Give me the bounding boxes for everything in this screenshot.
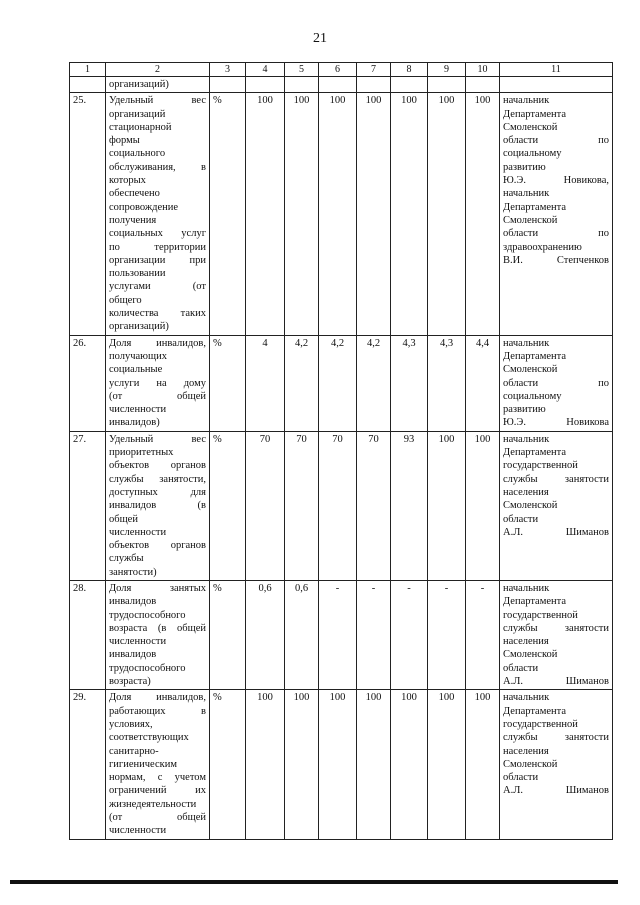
unit-cell: % — [210, 335, 246, 431]
column-header: 5 — [285, 63, 319, 77]
indicator-name-line: нормам, с учетом — [109, 772, 206, 784]
indicator-name-line: (от общей — [109, 390, 206, 402]
indicator-name-line: объектов органов — [109, 460, 206, 472]
value-cell: 100 — [466, 690, 500, 839]
column-header: 2 — [106, 63, 210, 77]
value-cell: 93 — [391, 431, 428, 580]
responsible-line: службы занятости — [503, 622, 609, 634]
value-cell: 100 — [428, 431, 466, 580]
responsible-line: А.Л. Шиманов — [503, 785, 609, 797]
indicator-name-line: численности — [109, 825, 167, 837]
value-cell: - — [357, 580, 391, 689]
row-number: 27. — [70, 431, 106, 580]
value-cell: 100 — [391, 690, 428, 839]
value-cell: 0,6 — [246, 580, 285, 689]
indicator-name-line: работающих в — [109, 705, 206, 717]
responsible-line: государственной — [503, 460, 578, 472]
indicator-name-line: соответствующих — [109, 732, 189, 744]
column-header: 7 — [357, 63, 391, 77]
indicator-name-line: социальные — [109, 364, 163, 376]
table-row — [70, 580, 613, 689]
responsible-line: А.Л. Шиманов — [503, 676, 609, 688]
indicator-name-line: жизнедеятельности — [109, 798, 197, 810]
value-cell: 100 — [466, 93, 500, 335]
responsible-line: области — [503, 662, 539, 674]
value-cell: 4,2 — [357, 335, 391, 431]
responsible-cell — [500, 93, 613, 335]
indicator-name-line: приоритетных — [109, 447, 174, 459]
value-cell: 100 — [319, 690, 357, 839]
indicator-name-line: формы — [109, 135, 140, 147]
indicator-name-line: социальных услуг — [109, 228, 206, 240]
column-header: 9 — [428, 63, 466, 77]
indicator-name-line: инвалидов — [109, 649, 157, 661]
responsible-line: Смоленской — [503, 758, 558, 770]
indicator-name-line: общего — [109, 294, 142, 306]
row-number: 28. — [70, 580, 106, 689]
indicator-name-line: службы занятости, — [109, 473, 206, 485]
responsible-line: области по — [503, 228, 609, 240]
responsible-cell — [500, 580, 613, 689]
responsible-line: области по — [503, 377, 609, 389]
column-header: 11 — [500, 63, 613, 77]
responsible-line: социальному — [503, 390, 562, 402]
responsible-line: области — [503, 772, 539, 784]
value-cell: 4 — [246, 335, 285, 431]
value-cell: 100 — [428, 93, 466, 335]
responsible-line: начальник — [503, 433, 550, 445]
indicator-name-line: по территории — [109, 241, 206, 253]
indicator-name-line: численности — [109, 404, 167, 416]
indicator-name — [106, 93, 210, 335]
value-cell: 100 — [285, 93, 319, 335]
continued-text: организаций) — [106, 77, 210, 93]
indicator-name-line: организации при — [109, 254, 206, 266]
indicator-name-line: гигиеническим — [109, 758, 177, 770]
value-cell: 100 — [246, 690, 285, 839]
indicator-name — [106, 690, 210, 839]
indicator-name-line: стационарной — [109, 121, 172, 133]
responsible-line: развитию — [503, 161, 546, 173]
responsible-line: Смоленской — [503, 121, 558, 133]
responsible-line: социальному — [503, 148, 562, 160]
responsible-line: начальник — [503, 692, 550, 704]
value-cell: 100 — [466, 431, 500, 580]
responsible-line: области по — [503, 135, 609, 147]
indicator-name-line: ограничений их — [109, 785, 206, 797]
responsible-line: службы занятости — [503, 732, 609, 744]
value-cell: 70 — [246, 431, 285, 580]
responsible-line: Департамента — [503, 201, 567, 213]
responsible-line: развитию — [503, 404, 546, 416]
value-cell: - — [428, 580, 466, 689]
responsible-line: Смоленской — [503, 214, 558, 226]
indicator-name-line: объектов органов — [109, 540, 206, 552]
value-cell: 4,3 — [428, 335, 466, 431]
value-cell: 0,6 — [285, 580, 319, 689]
indicator-name-line: Доля инвалидов, — [109, 337, 206, 349]
row-number: 29. — [70, 690, 106, 839]
value-cell: 4,4 — [466, 335, 500, 431]
indicator-name-line: трудоспособного — [109, 609, 186, 621]
value-cell: 70 — [357, 431, 391, 580]
value-cell: 4,2 — [285, 335, 319, 431]
row-number: 26. — [70, 335, 106, 431]
responsible-line: А.Л. Шиманов — [503, 526, 609, 538]
indicator-name — [106, 580, 210, 689]
indicator-name-line: услугами (от — [109, 281, 206, 293]
column-header: 3 — [210, 63, 246, 77]
value-cell: - — [466, 580, 500, 689]
indicator-name-line: обслуживания, в — [109, 161, 206, 173]
column-header: 10 — [466, 63, 500, 77]
responsible-line: Смоленской — [503, 364, 558, 376]
value-cell: 100 — [285, 690, 319, 839]
value-cell: 100 — [319, 93, 357, 335]
row-number: 25. — [70, 93, 106, 335]
indicator-name-line: сопровождение — [109, 201, 179, 213]
indicator-name-line: получающих — [109, 350, 167, 362]
indicator-name-line: (от общей — [109, 812, 206, 824]
indicator-name-line: Доля инвалидов, — [109, 692, 206, 704]
responsible-line: Департамента — [503, 705, 567, 717]
responsible-line: Департамента — [503, 447, 567, 459]
responsible-line: начальник — [503, 95, 550, 107]
column-header: 6 — [319, 63, 357, 77]
indicator-name-line: условиях, — [109, 718, 153, 730]
responsible-line: здравоохранению — [503, 241, 582, 253]
continued-row — [70, 77, 613, 93]
indicator-name-line: Удельный вес — [109, 95, 206, 107]
value-cell: - — [319, 580, 357, 689]
column-header: 4 — [246, 63, 285, 77]
bottom-rule — [10, 880, 618, 884]
responsible-cell — [500, 335, 613, 431]
value-cell: 100 — [391, 93, 428, 335]
responsible-line: Смоленской — [503, 500, 558, 512]
value-cell: 100 — [246, 93, 285, 335]
table-row — [70, 690, 613, 839]
indicator-name-line: услуги на дому — [109, 377, 206, 389]
column-header: 8 — [391, 63, 428, 77]
responsible-line: Департамента — [503, 350, 567, 362]
value-cell: 70 — [285, 431, 319, 580]
responsible-cell — [500, 431, 613, 580]
unit-cell: % — [210, 690, 246, 839]
responsible-cell — [500, 690, 613, 839]
responsible-line: населения — [503, 636, 549, 648]
indicator-name-line: инвалидов — [109, 596, 157, 608]
table-row — [70, 335, 613, 431]
responsible-line: Ю.Э. Новикова, — [503, 175, 609, 187]
column-header: 1 — [70, 63, 106, 77]
indicator-name-line: количества таких — [109, 308, 206, 320]
indicator-name-line: социального — [109, 148, 166, 160]
page-number: 21 — [313, 31, 327, 46]
responsible-line: В.И. Степченков — [503, 254, 609, 266]
indicator-name-line: Удельный вес — [109, 433, 206, 445]
unit-cell: % — [210, 93, 246, 335]
indicator-name-line: пользовании — [109, 268, 166, 280]
header-row — [70, 63, 613, 77]
indicator-name-line: которых — [109, 175, 146, 187]
indicator-name-line: возраста (в общей — [109, 622, 206, 634]
indicator-name-line: численности — [109, 636, 167, 648]
table-row — [70, 93, 613, 335]
responsible-line: начальник — [503, 337, 550, 349]
indicator-name-line: организаций) — [109, 321, 169, 333]
indicator-name — [106, 335, 210, 431]
indicator-name-line: доступных для — [109, 486, 206, 498]
responsible-line: Смоленской — [503, 649, 558, 661]
value-cell: 100 — [357, 690, 391, 839]
value-cell: 4,3 — [391, 335, 428, 431]
indicator-name-line: Доля занятых — [109, 582, 206, 594]
indicator-name-line: возраста) — [109, 676, 151, 688]
indicator-name-line: общей — [109, 513, 138, 525]
indicator-name-line: санитарно- — [109, 745, 159, 757]
unit-cell: % — [210, 580, 246, 689]
indicator-table — [69, 62, 613, 840]
table-row — [70, 431, 613, 580]
indicator-name-line: службы — [109, 553, 144, 565]
responsible-line: населения — [503, 745, 549, 757]
responsible-line: Департамента — [503, 108, 567, 120]
indicator-name-line: инвалидов) — [109, 417, 160, 429]
responsible-line: населения — [503, 486, 549, 498]
responsible-line: государственной — [503, 718, 578, 730]
value-cell: 4,2 — [319, 335, 357, 431]
value-cell: 70 — [319, 431, 357, 580]
responsible-line: службы занятости — [503, 473, 609, 485]
indicator-name-line: численности — [109, 526, 167, 538]
responsible-line: начальник — [503, 188, 550, 200]
responsible-line: начальник — [503, 582, 550, 594]
value-cell: 100 — [428, 690, 466, 839]
responsible-line: государственной — [503, 609, 578, 621]
responsible-line: Департамента — [503, 596, 567, 608]
indicator-name — [106, 431, 210, 580]
indicator-name-line: занятости) — [109, 566, 157, 578]
responsible-line: области — [503, 513, 539, 525]
indicator-name-line: организаций — [109, 108, 166, 120]
responsible-line: Ю.Э. Новикова — [503, 417, 609, 429]
indicator-name-line: обеспечено — [109, 188, 160, 200]
indicator-name-line: инвалидов (в — [109, 500, 206, 512]
indicator-name-line: трудоспособного — [109, 662, 186, 674]
value-cell: 100 — [357, 93, 391, 335]
value-cell: - — [391, 580, 428, 689]
unit-cell: % — [210, 431, 246, 580]
indicator-name-line: получения — [109, 214, 157, 226]
